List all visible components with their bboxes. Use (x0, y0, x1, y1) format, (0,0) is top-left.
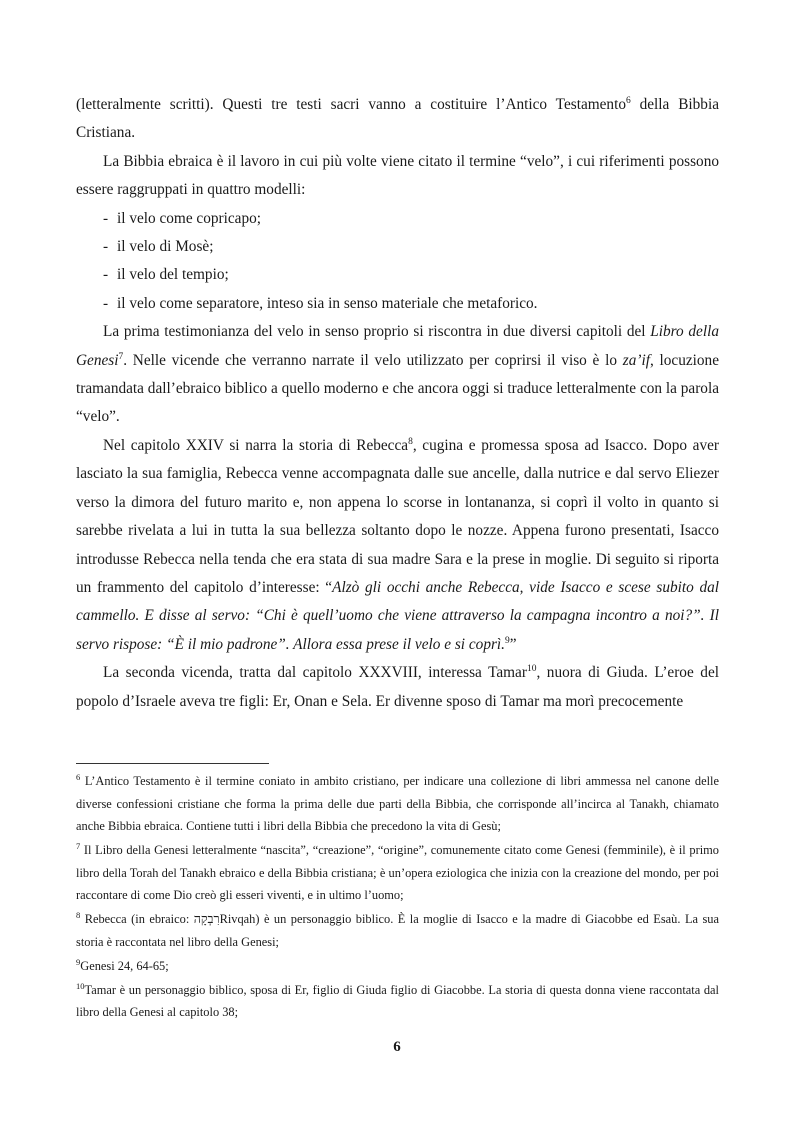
footnote-ref-9[interactable]: 9 (505, 635, 510, 646)
paragraph-1: (letteralmente scritti). Questi tre testi sacri vanno a costituire l’Antico Testamento$^6$ della Bibbia Cristiana. (76, 95, 719, 142)
list-marker: - (103, 294, 109, 312)
footnote-ref-8[interactable]: 8 (408, 436, 413, 447)
genesis-quote: Alzò gli occhi anche Rebecca, vide Isacco e scese subito dal cammello. E disse al servo: “Chi è quell’uomo che viene attraverso la campagna incontro a noi?”. Il servo rispose: “È il mio padrone”. Allora essa prese il velo e si coprì. (76, 578, 719, 653)
footnote-ref-6[interactable]: 6 (625, 95, 631, 106)
footnote: $^7$ Il Libro della Genesi letteralmente “nascita”, “creazione”, “origine”, comunemente citato come Genesi (femminile), è il primo libro della Torah del Tanakh ebraico e della Bibbia cristiana; è un’opera eziologica che inizia con la creazione del mondo, per poi raccontare di come Dio creò gli esseri viventi, e in ultimo l’uomo; (76, 840, 719, 902)
footnote: $^9$Genesi 24, 64-65; (76, 956, 169, 973)
book-title: Libro della Genesi (76, 323, 720, 369)
list-item: - il velo di Mosè; (76, 233, 719, 261)
paragraph-3: La prima testimonianza del velo in senso proprio si riscontra in due diversi capitoli del Libro della Genesi$^7$. Nelle vicende che verranno narrate il velo utilizzato per coprirsi il viso è lo za’if, locuzione tramandata dall’ebraico biblico a quello moderno e che ancora oggi si traduce letteralmente con la parola “velo”. (76, 323, 720, 426)
footnotes (76, 770, 719, 1025)
list-item: - il velo come separatore, inteso sia in senso materiale che metaforico. (76, 290, 719, 318)
paragraph-2: La Bibbia ebraica è il lavoro in cui più volte viene citato il termine “velo”, i cui riferimenti possono essere raggruppati in quattro modelli: (76, 152, 719, 199)
body-text (76, 91, 719, 716)
list-marker: - (103, 266, 109, 284)
list-marker: - (103, 209, 109, 227)
footnote: $^6$ L’Antico Testamento è il termine coniato in ambito cristiano, per indicare una collezione di libri ammessa nel canone delle diverse confessioni cristiane che forma la prima delle due parti della Bibbia, che corrisponde all’incirca al Tanakh, chiamato anche Bibbia ebraica. Contiene tutti i libri della Bibbia che precedono la vita di Gesù; (76, 771, 719, 833)
list-marker: - (103, 238, 109, 256)
paragraph-4: Nel capitolo XXIV si narra la storia di Rebecca$^8$, cugina e promessa sposa ad Isacco. Dopo aver lasciato la sua famiglia, Rebecca venne accompagnata dalle sue ancelle, dalla nutrice e dal servo Eliezer verso la dimora del futuro marito e, non appena lo scorse in lontananza, si coprì il volto in quanto si sarebbe rivelata a lui in tutta la sua bellezza soltanto dopo le nozze. Appena furono presentati, Isacco introdusse Rebecca nella tenda che era stata di sua madre Sara e la prese in moglie. Di seguito si riporta un frammento del capitolo d’interesse: “Alzò gli occhi anche Rebecca, vide Isacco e scese subito dal cammello. E disse al servo: “Chi è quell’uomo che viene attraverso la campagna incontro a noi?”. Il servo rispose: “È il mio padrone”. Allora essa prese il velo e si coprì.$^9$” (76, 436, 719, 653)
page-number: 6 (393, 1039, 401, 1055)
hebrew-term: za’if (622, 351, 650, 369)
footnote-separator (76, 763, 269, 764)
veil-models-list (76, 205, 719, 319)
footnote: $^{10}$Tamar è un personaggio biblico, sposa di Er, figlio di Giuda figlio di Giacobbe. La storia di questa donna viene raccontata dal libro della Genesi al capitolo 38; (76, 980, 719, 1019)
list-item: - il velo del tempio; (76, 261, 719, 289)
paragraph-5: La seconda vicenda, tratta dal capitolo XXXVIII, interessa Tamar$^{10}$, nuora di Giuda. L’eroe del popolo d’Israele aveva tre figli: Er, Onan e Sela. Er divenne sposo di Tamar ma morì precocemente (76, 664, 719, 710)
footnote-ref-7[interactable]: 7 (118, 351, 124, 362)
footnote-ref-10[interactable]: 10 (526, 664, 537, 675)
footnote: $^8$ Rebecca (in ebraico: רִבְקָה‎Rivqah) è un personaggio biblico. È la moglie di Isacco e la madre di Giacobbe ed Esaù. La sua storia è raccontata nel libro della Genesi; (76, 909, 719, 949)
list-item: - il velo come copricapo; (76, 205, 719, 233)
